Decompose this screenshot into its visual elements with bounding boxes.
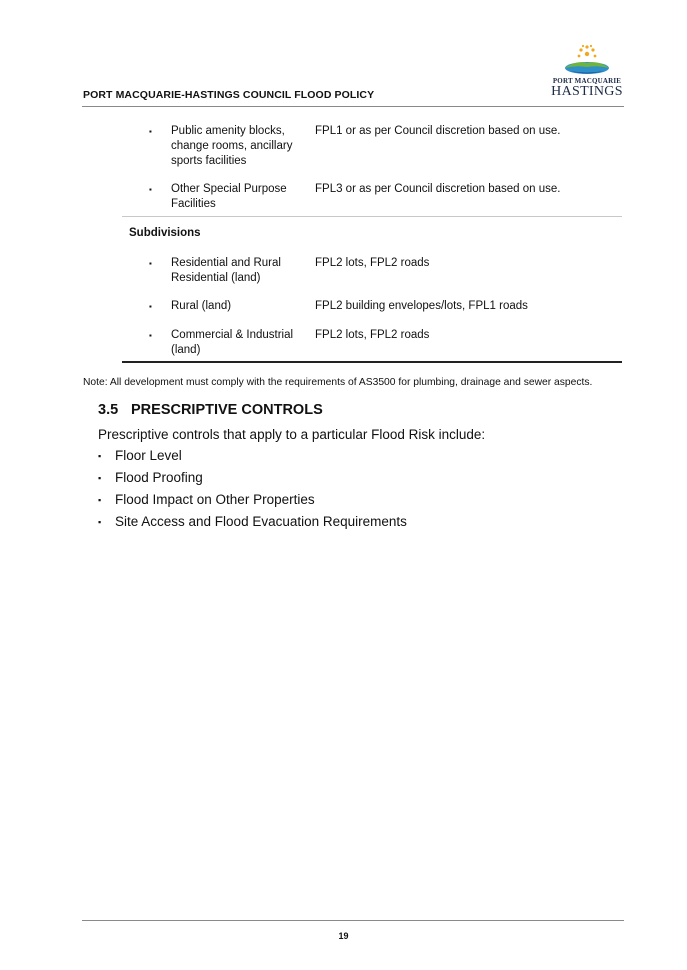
row-value: FPL3 or as per Council discretion based on use. xyxy=(315,183,561,195)
bullet-icon: ▪ xyxy=(98,451,102,461)
row-value: FPL2 lots, FPL2 roads xyxy=(315,329,430,341)
row-label: Rural (land) xyxy=(171,300,232,312)
council-logo: PORT MACQUARIE HASTINGS xyxy=(550,44,624,100)
bullet-icon: ▪ xyxy=(149,185,152,194)
table-bottom-border xyxy=(122,361,622,363)
development-note: Note: All development must comply with the requirements of AS3500 for plumbing, drainage and sewer aspects. xyxy=(83,377,593,388)
list-item-text: Floor Level xyxy=(115,448,182,463)
table-divider xyxy=(122,216,622,217)
footer-divider xyxy=(82,920,624,921)
bullet-icon: ▪ xyxy=(98,495,102,505)
page-number: 19 xyxy=(338,931,349,941)
row-value: FPL1 or as per Council discretion based on use. xyxy=(315,125,561,137)
section-intro: Prescriptive controls that apply to a particular Flood Risk include: xyxy=(98,427,486,442)
header-divider xyxy=(82,106,624,107)
document-title: PORT MACQUARIE-HASTINGS COUNCIL FLOOD POLICY xyxy=(83,89,375,101)
sun-icon xyxy=(550,44,624,78)
subdivisions-heading: Subdivisions xyxy=(129,227,201,239)
list-item-text: Flood Impact on Other Properties xyxy=(115,492,315,507)
row-label: Commercial & Industrial (land) xyxy=(171,329,294,356)
bullet-icon: ▪ xyxy=(149,127,152,136)
bullet-icon: ▪ xyxy=(149,302,152,311)
bullet-icon: ▪ xyxy=(149,331,152,340)
row-value: FPL2 building envelopes/lots, FPL1 roads xyxy=(315,300,528,312)
row-label: Residential and Rural Residential (land) xyxy=(171,257,281,284)
bullet-icon: ▪ xyxy=(98,517,102,527)
section-number: 3.5 xyxy=(98,402,119,418)
row-value: FPL2 lots, FPL2 roads xyxy=(315,257,430,269)
list-item-text: Flood Proofing xyxy=(115,470,203,485)
row-label: Other Special Purpose Facilities xyxy=(171,183,287,210)
list-item-text: Site Access and Flood Evacuation Requirements xyxy=(115,514,407,529)
section-title: PRESCRIPTIVE CONTROLS xyxy=(131,402,323,418)
section-heading xyxy=(98,402,323,418)
bullet-icon: ▪ xyxy=(98,473,102,483)
bullet-icon: ▪ xyxy=(149,259,152,268)
row-label: Public amenity blocks, change rooms, ancillary sports facilities xyxy=(171,125,293,167)
